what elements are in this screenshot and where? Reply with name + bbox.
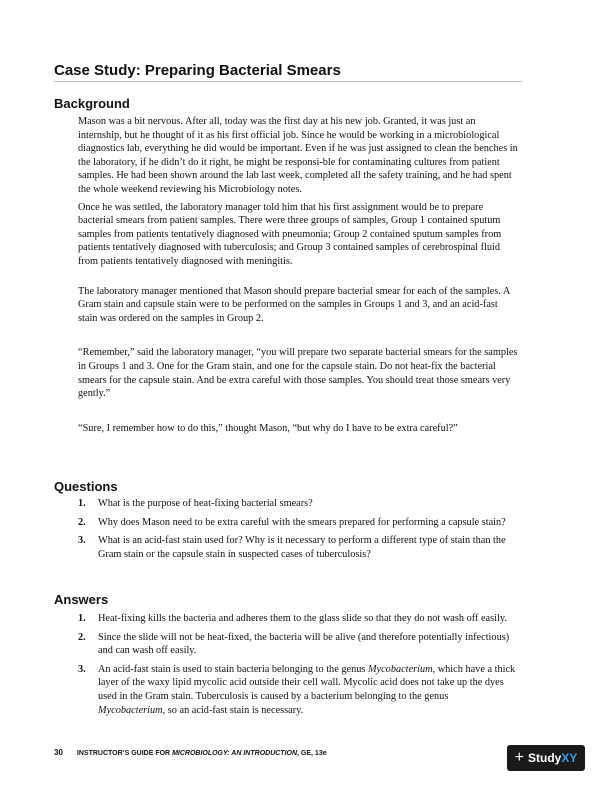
question-item [78,516,518,530]
background-heading: Background [54,96,130,111]
studyxy-badge[interactable] [507,745,585,771]
answer-text-part: , which have a thick layer of the waxy lipid mycolic acid outside their cell wall. Mycolic acid does not take up the dyes used in the Gram stain. Tuberculosis is caused by a bacterium belonging to the genus [98,663,516,702]
background-paragraph: Once he was settled, the laboratory manager told him that his first assignment would be to prepare bacterial smears from patient samples. There were three groups of samples, Group 1 contained sputum samples from patients tentatively diagnosed with pneumonia; Group 2 contained sputum samples from patients tentatively diagnosed with tuberculosis; and Group 3 contained samples of cerebrospinal fluid from patients tentatively diagnosed with meningitis. [78,201,502,267]
background-paragraph: “Sure, I remember how to do this,” thought Mason, “but why do I have to be extra careful?” [78,422,458,434]
page-title: Case Study: Preparing Bacterial Smears [54,62,341,79]
background-paragraph: “Remember,” said the laboratory manager, “you will prepare two separate bacterial smears for the samples in Groups 1 and 3. One for the Gram stain, and one for the capsule stain. Do not heat-fix the bacterial smears for the capsule stain. And be extra careful with those samples. You should treat those smears very gently.” [78,347,518,400]
answer-item [78,663,518,717]
questions-heading: Questions [54,479,118,494]
title-divider [54,81,522,82]
background-paragraph: The laboratory manager mentioned that Mason should prepare bacterial smear for each of the samples. A Gram stain and capsule stain were to be performed on the samples in Groups 1 and 3, and an acid-fast stain was ordered on the samples in Group 2. [78,285,510,324]
question-number: 2. [78,516,86,528]
question-item [78,497,518,511]
footer-suffix: , GE, 13e [297,750,327,757]
answer-item [78,631,518,658]
answers-heading: Answers [54,592,109,607]
question-text: What is the purpose of heat-fixing bacterial smears? [98,498,313,509]
footer-prefix: INSTRUCTOR’S GUIDE FOR [76,750,173,757]
page-footer [54,748,327,757]
answer-text-part: An acid-fast stain is used to stain bacteria belonging to the genus [98,663,368,675]
background-paragraph: Mason was a bit nervous. After all, today was the first day at his new job. Granted, it was just an internship, but he thought of it as his first official job. Since he would be working in a microbiological diagnostics lab, everything he did would be important. Even if he was just assigned to clean the benches in the laboratory, if he didn’t do it right, he might be responsi-ble for contaminating cultures from patient samples. He had been shown around the lab last week, completed all the safety training, and he had spent the whole weekend reviewing his Microbiology notes. [78,116,518,195]
question-text: What is an acid-fast stain used for? Why is it necessary to perform a different type of stain than the Gram stain or the capsule stain in suspected cases of tuberculosis? [98,535,506,560]
answers-list [78,612,518,722]
answer-text: Since the slide will not be heat-fixed, the bacteria will be alive (and therefore potentially infectious) and can wash off easily. [98,631,510,657]
badge-xy: XY [561,751,578,765]
answer-text: Heat-fixing kills the bacteria and adheres them to the glass slide so that they do not wash off easily. [98,613,507,624]
question-number: 1. [78,498,86,509]
answer-number: 1. [78,613,86,624]
genus-name: Mycobacterium [98,704,163,716]
answer-text-part: , so an acid-fast stain is necessary. [162,704,304,716]
question-number: 3. [78,535,86,547]
genus-name: Mycobacterium [367,663,433,675]
answer-number: 3. [78,663,86,675]
question-text: Why does Mason need to be extra careful with the smears prepared for performing a capsule stain? [98,516,506,528]
footer-book-title: MICROBIOLOGY: AN INTRODUCTION [172,750,298,757]
page-number: 30 [54,748,63,757]
answer-item [78,612,518,626]
plus-icon: + [514,749,524,766]
questions-list [78,497,518,566]
answer-text [98,664,515,716]
background-section [78,115,518,435]
question-item [78,534,518,561]
badge-study: Study [527,751,562,765]
answer-number: 2. [78,631,86,643]
